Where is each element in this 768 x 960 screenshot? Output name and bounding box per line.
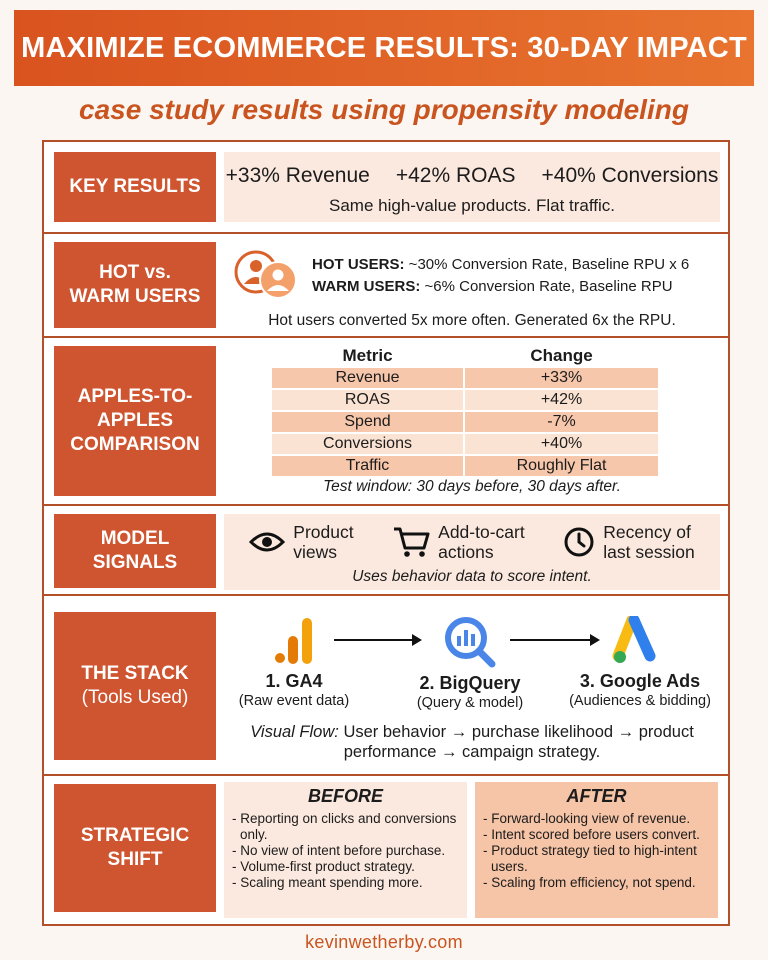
hot-users-line xyxy=(312,254,689,276)
kpi-roas: +42% ROAS xyxy=(395,164,516,187)
signal-line1: Product xyxy=(293,522,354,542)
hot-warm-label-line2: WARM USERS xyxy=(69,286,201,307)
table-row xyxy=(272,390,658,410)
list-item: - Scaling meant spending more. xyxy=(232,875,423,890)
clock-icon xyxy=(563,526,595,558)
signals-note: Uses behavior data to score intent. xyxy=(352,568,592,585)
comparison-panel xyxy=(224,338,720,502)
hot-warm-panel xyxy=(224,242,720,328)
signals-label-line2: SIGNALS xyxy=(92,552,178,573)
shift-label xyxy=(54,784,216,912)
tool-desc: (Raw event data) xyxy=(238,693,350,709)
comparison-label-line1: APPLES-TO- xyxy=(77,386,193,407)
visual-flow xyxy=(224,722,720,762)
change-cell: Roughly Flat xyxy=(465,456,658,476)
after-title: AFTER xyxy=(566,786,627,806)
stack-panel xyxy=(224,596,720,774)
signals-row xyxy=(44,506,728,596)
change-cell: +42% xyxy=(465,390,658,410)
eye-icon xyxy=(249,530,285,554)
signal-line2: actions xyxy=(438,542,494,562)
signals-list xyxy=(224,514,720,562)
metric-cell: Spend xyxy=(272,412,463,432)
list-item: - Intent scored before users convert. xyxy=(483,827,700,842)
flow-text: User behavior → purchase likelihood → product xyxy=(338,723,694,741)
change-header: Change xyxy=(465,346,658,366)
metric-cell: Revenue xyxy=(272,368,463,388)
table-row xyxy=(272,456,658,476)
signal-line1: Add-to-cart xyxy=(438,522,525,542)
list-item: - No view of intent before purchase. xyxy=(232,843,446,858)
title-banner xyxy=(14,10,754,86)
change-cell: +40% xyxy=(465,434,658,454)
before-list xyxy=(232,811,459,891)
metric-header: Metric xyxy=(272,346,463,366)
tool-desc: (Query & model) xyxy=(416,695,524,711)
table-row xyxy=(272,412,658,432)
hot-warm-label-line1: HOT vs. xyxy=(99,262,171,283)
signal-add-to-cart xyxy=(392,522,525,562)
kpi-revenue: +33% Revenue xyxy=(225,164,370,187)
hot-warm-row xyxy=(44,234,728,338)
ga4-icon xyxy=(272,616,316,666)
shift-label-line1: STRATEGIC xyxy=(80,825,190,846)
comparison-label xyxy=(54,346,216,496)
metric-cell: ROAS xyxy=(272,390,463,410)
users-icon xyxy=(234,250,298,302)
signals-panel xyxy=(224,514,720,590)
change-cell: -7% xyxy=(465,412,658,432)
hot-warm-label xyxy=(54,242,216,328)
comparison-row xyxy=(44,338,728,506)
table-row xyxy=(272,434,658,454)
bigquery-icon xyxy=(442,616,498,668)
list-item: - Scaling from efficiency, not spend. xyxy=(483,875,696,890)
comparison-header-row xyxy=(272,346,658,366)
tool-name: 2. BigQuery xyxy=(419,673,521,693)
warm-users-line xyxy=(312,276,689,298)
google-ads-icon xyxy=(612,616,668,666)
tool-desc: (Audiences & bidding) xyxy=(569,693,711,709)
change-cell: +33% xyxy=(465,368,658,388)
flow-line1 xyxy=(224,722,720,742)
stack-row xyxy=(44,596,728,776)
after-panel xyxy=(475,782,718,918)
tool-google-ads xyxy=(560,616,720,709)
key-results-note: Same high-value products. Flat traffic. xyxy=(329,196,615,215)
list-item: - Product strategy tied to high-intent users. xyxy=(483,843,697,874)
tool-name: 1. GA4 xyxy=(265,671,323,691)
comparison-table xyxy=(270,344,660,478)
shift-row xyxy=(44,776,728,924)
users-summary xyxy=(224,242,720,302)
list-item: - Volume-first product strategy. xyxy=(232,859,415,874)
comparison-label-line3: COMPARISON xyxy=(70,434,200,455)
list-item: - Forward-looking view of revenue. xyxy=(483,811,691,826)
comparison-note: Test window: 30 days before, 30 days after. xyxy=(323,478,621,495)
warm-users-label: WARM USERS: xyxy=(312,278,421,295)
stack-label-line1: THE STACK xyxy=(81,663,189,684)
warm-users-text: ~6% Conversion Rate, Baseline RPU xyxy=(420,278,673,295)
stack-label-line2: (Tools Used) xyxy=(81,687,189,708)
hot-warm-note: Hot users converted 5x more often. Generated 6x the RPU. xyxy=(268,312,676,329)
after-list xyxy=(483,811,710,891)
hot-users-text: ~30% Conversion Rate, Baseline RPU x 6 xyxy=(404,256,690,273)
before-panel xyxy=(224,782,467,918)
shift-label-line2: SHIFT xyxy=(107,849,163,870)
comparison-label-line2: APPLES xyxy=(96,410,174,431)
tool-name: 3. Google Ads xyxy=(579,671,701,691)
signals-label-line1: MODEL xyxy=(100,528,170,549)
stack-label xyxy=(54,612,216,760)
metric-cell: Traffic xyxy=(272,456,463,476)
flow-prefix: Visual Flow: xyxy=(250,723,339,741)
infographic-frame xyxy=(42,140,730,926)
kpi-conversions: +40% Conversions xyxy=(541,164,719,187)
list-item: - Reporting on clicks and conversions only. xyxy=(232,811,457,842)
signal-product-views xyxy=(249,522,353,562)
metric-cell: Conversions xyxy=(272,434,463,454)
signal-line2: last session xyxy=(603,542,695,562)
signals-label xyxy=(54,514,216,588)
before-title: BEFORE xyxy=(307,786,383,806)
page-title: MAXIMIZE ECOMMERCE RESULTS: 30-DAY IMPACT xyxy=(21,31,747,64)
cart-icon xyxy=(392,526,430,558)
table-row xyxy=(272,368,658,388)
kpi-list xyxy=(224,164,720,188)
key-results-label xyxy=(54,152,216,222)
signal-line2: views xyxy=(293,542,338,562)
footer-link[interactable]: kevinwetherby.com xyxy=(305,932,463,952)
key-results-label-text: KEY RESULTS xyxy=(69,176,201,197)
signal-line1: Recency of xyxy=(603,522,691,542)
signal-recency xyxy=(563,522,694,562)
tool-bigquery xyxy=(400,616,540,711)
tool-ga4 xyxy=(224,616,364,709)
key-results-panel xyxy=(224,152,720,222)
key-results-row xyxy=(44,142,728,234)
hot-users-label: HOT USERS: xyxy=(312,256,405,273)
page-subtitle: case study results using propensity modeling xyxy=(79,94,689,125)
flow-line2: performance → campaign strategy. xyxy=(343,743,601,761)
